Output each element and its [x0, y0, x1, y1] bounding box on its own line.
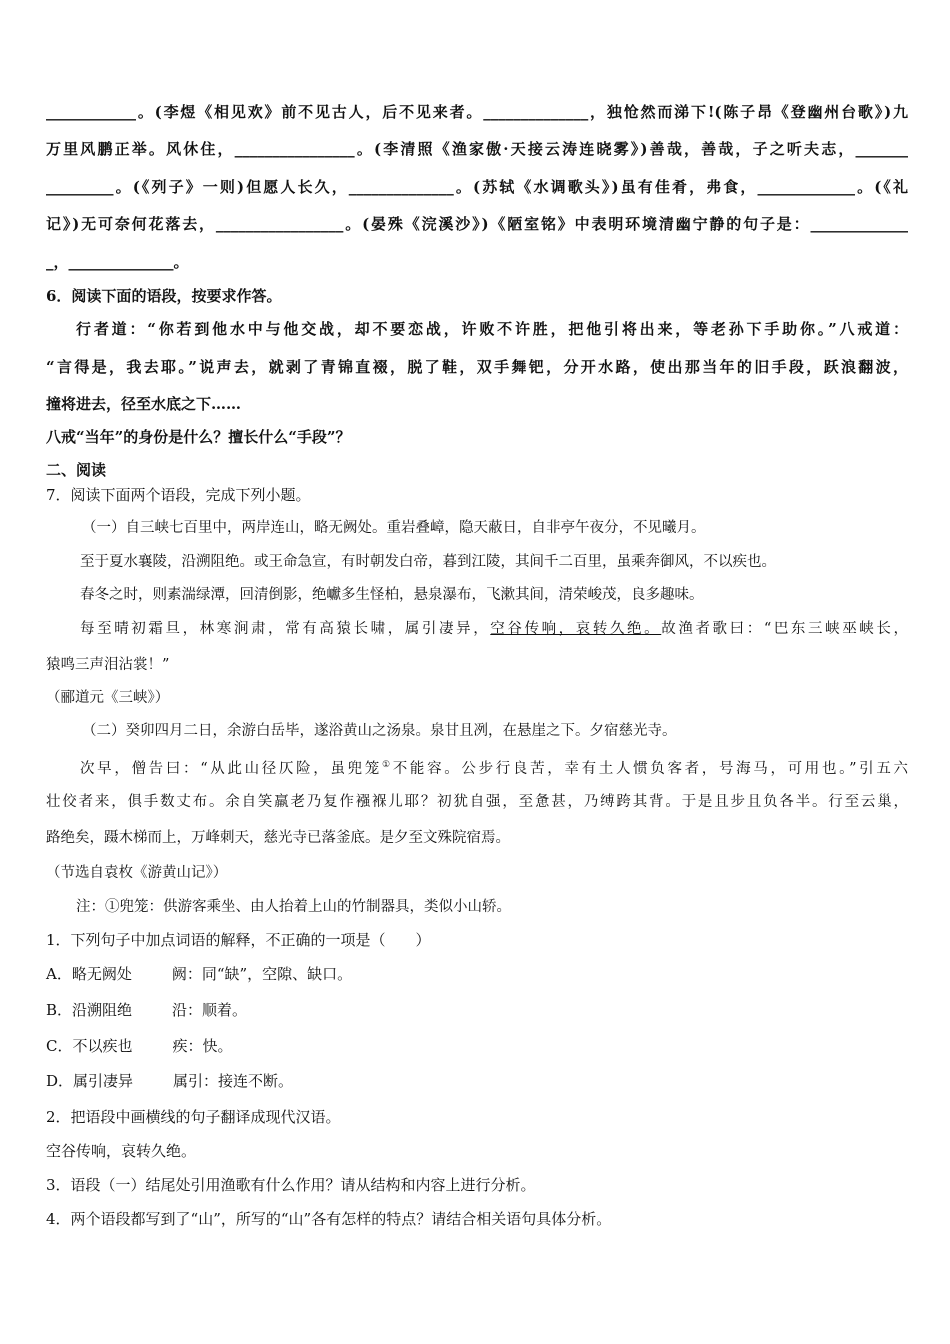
question-1: 1．下列句子中加点词语的解释，不正确的一项是（ ） — [46, 931, 431, 949]
option-b-explanation: 沿：顺着。 — [172, 1001, 248, 1019]
section-heading: 二、阅读 — [46, 461, 107, 479]
fill-blank-line-1: ____________。(李煜《相见欢》前不见古人，后不见来者。______________，独怆然而涕下!(陈子昂《登幽州台歌》)九 — [46, 103, 908, 121]
q7-heading: 7．阅读下面两个语段，完成下列小题。 — [46, 486, 311, 504]
option-c — [46, 1035, 908, 1057]
option-a — [46, 963, 908, 985]
option-d — [46, 1070, 908, 1092]
p2-line-2-text: 次早，僧告曰：“从此山径仄险，虽兜笼 — [80, 760, 382, 777]
p2-line-1: （二）癸卯四月二日，余游白岳毕，遂浴黄山之汤泉。泉甘且冽，在悬崖之下。夕宿慈光寺。 — [82, 723, 677, 739]
p2-line-3: 壮佼者来，俱手数丈布。余自笑羸老乃复作襁褓儿耶？初犹自强，至惫甚，乃缚跨其背。于是且步且负各半。行至云巢， — [46, 794, 908, 810]
p2-line-2 — [80, 754, 908, 780]
p1-line-4-tail: 故渔者歌曰：“巴东三峡巫峡长， — [661, 621, 908, 637]
option-b-phrase: 沿溯阻绝 — [72, 1001, 133, 1019]
q6-passage-line-3: 撞将进去，径至水底之下…… — [46, 395, 242, 413]
footnote-mark: ① — [381, 760, 393, 770]
fill-blank-line-2: 万里风鹏正举。风休住，________________。(李清照《渔家傲·天接云涛连晓雾》)善哉，善哉，子之听夫志，_______ — [46, 140, 908, 158]
p1-line-4 — [80, 618, 908, 640]
option-d-label: D． — [46, 1072, 74, 1090]
option-b-label: B． — [46, 1001, 73, 1019]
option-c-label: C． — [46, 1037, 73, 1055]
p2-line-2-tail: 不能容。公步行良苦，幸有土人惯负客者，号海马，可用也。”引五六 — [392, 760, 908, 777]
fill-blank-line-5: _，______________。 — [46, 253, 189, 271]
p1-line-5: 猿鸣三声泪沾裳！” — [46, 657, 170, 673]
question-2-sentence: 空谷传响，哀转久绝。 — [46, 1142, 197, 1160]
q6-heading: 6．阅读下面的语段，按要求作答。 — [46, 287, 282, 305]
option-b — [46, 999, 908, 1021]
footnote: 注：①兜笼：供游客乘坐、由人抬着上山的竹制器具，类似小山轿。 — [76, 899, 511, 915]
p1-line-4-text: 每至晴初霜旦，林寒涧肃，常有高猿长啸，属引凄异， — [80, 621, 491, 637]
p1-source: （郦道元《三峡》） — [46, 690, 170, 706]
underlined-sentence: 空谷传响，哀转久绝。 — [490, 621, 662, 637]
option-c-phrase: 不以疾也 — [72, 1037, 133, 1055]
fill-blank-line-4: 记》)无可奈何花落去，_________________。(晏殊《浣溪沙》)《陋室铭》中表明环境清幽宁静的句子是：_____________ — [46, 215, 908, 233]
p1-line-2: 至于夏水襄陵，沿溯阻绝。或王命急宣，有时朝发白帝，暮到江陵，其间千二百里，虽乘奔御风，不以疾也。 — [80, 554, 776, 570]
option-a-phrase: 略无阙处 — [71, 965, 132, 983]
option-a-label: A． — [46, 965, 72, 983]
option-c-explanation: 疾：快。 — [172, 1037, 233, 1055]
q6-question: 八戒“当年”的身份是什么？擅长什么“手段”？ — [46, 428, 351, 446]
p2-line-4: 路绝矣，蹑木梯而上，万峰刺天，慈光寺已落釜底。是夕至文殊院宿焉。 — [46, 830, 510, 846]
fill-blank-line-3: _________。(《列子》一则)但愿人长久，______________。(苏轼《水调歌头》)虽有佳肴，弗食，_____________。(《礼 — [46, 178, 908, 196]
q6-passage-line-2: “言得是，我去耶。”说声去，就剥了青锦直裰，脱了鞋，双手舞钯，分开水路，使出那当年的旧手段，跃浪翻波， — [46, 358, 908, 376]
question-4: 4．两个语段都写到了“山”，所写的“山”各有怎样的特点？请结合相关语句具体分析。 — [46, 1210, 612, 1228]
option-a-explanation: 阙：同“缺”，空隙、缺口。 — [171, 965, 353, 983]
question-2: 2．把语段中画横线的句子翻译成现代汉语。 — [46, 1108, 341, 1126]
p1-line-1: （一）自三峡七百里中，两岸连山，略无阙处。重岩叠嶂，隐天蔽日，自非亭午夜分，不见曦月。 — [82, 520, 706, 536]
p2-source: （节选自袁枚《游黄山记》） — [46, 865, 228, 881]
q6-passage-line-1: 行者道：“你若到他水中与他交战，却不要恋战，许败不许胜，把他引将出来，等老孙下手助你。”八戒道： — [76, 320, 908, 338]
p1-line-3: 春冬之时，则素湍绿潭，回清倒影，绝巘多生怪柏，悬泉瀑布，飞漱其间，清荣峻茂，良多趣味。 — [80, 587, 704, 603]
question-3: 3．语段（一）结尾处引用渔歌有什么作用？请从结构和内容上进行分析。 — [46, 1176, 536, 1194]
option-d-explanation: 属引：接连不断。 — [173, 1072, 294, 1090]
option-d-phrase: 属引凄异 — [73, 1072, 134, 1090]
